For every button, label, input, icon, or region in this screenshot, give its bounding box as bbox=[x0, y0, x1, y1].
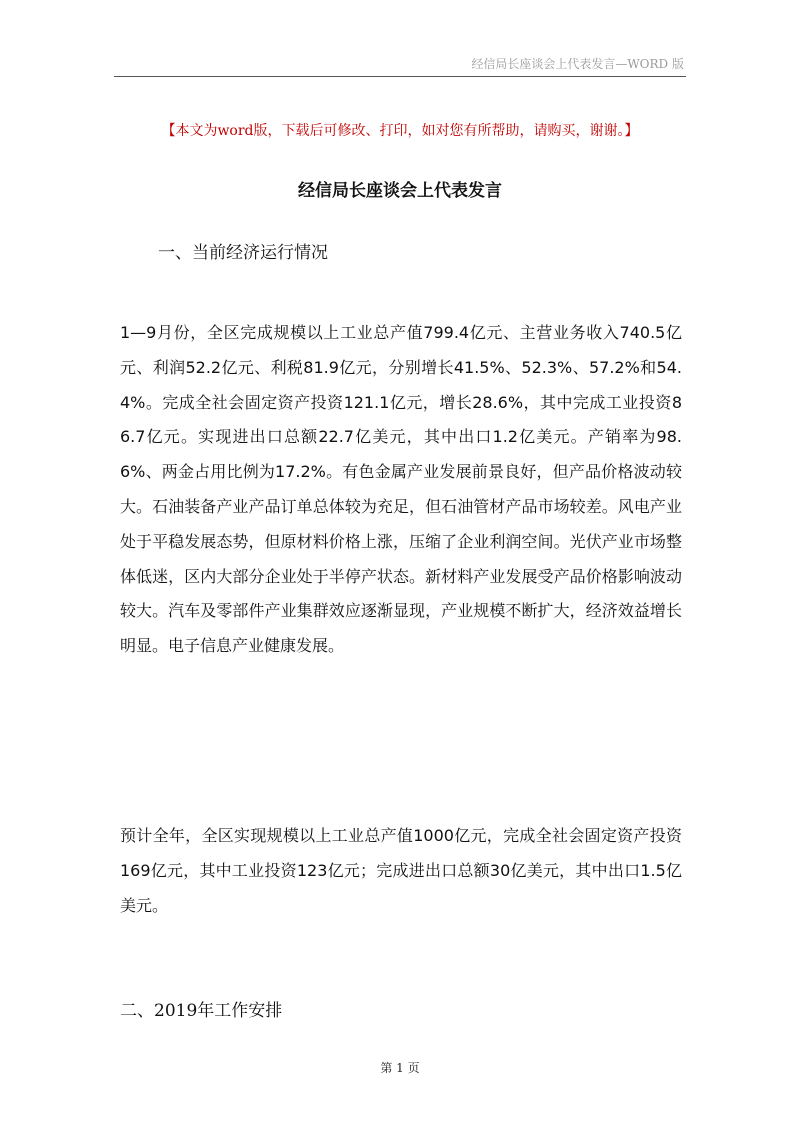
paragraph-economic-situation: 1—9月份，全区完成规模以上工业总产值799.4亿元、主营业务收入740.5亿元、利润52.2亿元、利税81.9亿元，分别增长41.5%、52.3%、57.2%和54.4%。完成全社会固定资产投资121.1亿元，增长28.6%，其中完成工业投资86.7亿元。实现进出口总额22.7亿美元，其中出口1.2亿美元。产销率为98.6%、两金占用比例为17.2%。有色金属产业发展前景良好，但产品价格波动较大。石油装备产业产品订单总体较为充足，但石油管材产品市场较差。风电产业处于平稳发展态势，但原材料价格上涨，压缩了企业利润空间。光伏产业市场整体低迷，区内大部分企业处于半停产状态。新材料产业发展受产品价格影响波动较大。汽车及零部件产业集群效应逐渐显现，产业规模不断扩大，经济效益增长明显。电子信息产业健康发展。 bbox=[120, 323, 682, 656]
section-heading-2: 二、2019年工作安排 bbox=[120, 1001, 283, 1021]
running-header: 经信局长座谈会上代表发言—WORD 版 bbox=[471, 57, 684, 71]
document-title: 经信局长座谈会上代表发言 bbox=[298, 181, 502, 201]
paragraph-annual-forecast: 预计全年，全区实现规模以上工业总产值1000亿元，完成全社会固定资产投资169亿元，其中工业投资123亿元；完成进出口总额30亿美元，其中出口1.5亿美元。 bbox=[120, 826, 682, 915]
purchase-notice: 【本文为word版，下载后可修改、打印，如对您有所帮助，请购买，谢谢。】 bbox=[161, 123, 639, 139]
section-heading-1: 一、当前经济运行情况 bbox=[158, 243, 328, 263]
page-number: 第 1 页 bbox=[380, 1061, 420, 1075]
header-rule bbox=[114, 76, 686, 77]
